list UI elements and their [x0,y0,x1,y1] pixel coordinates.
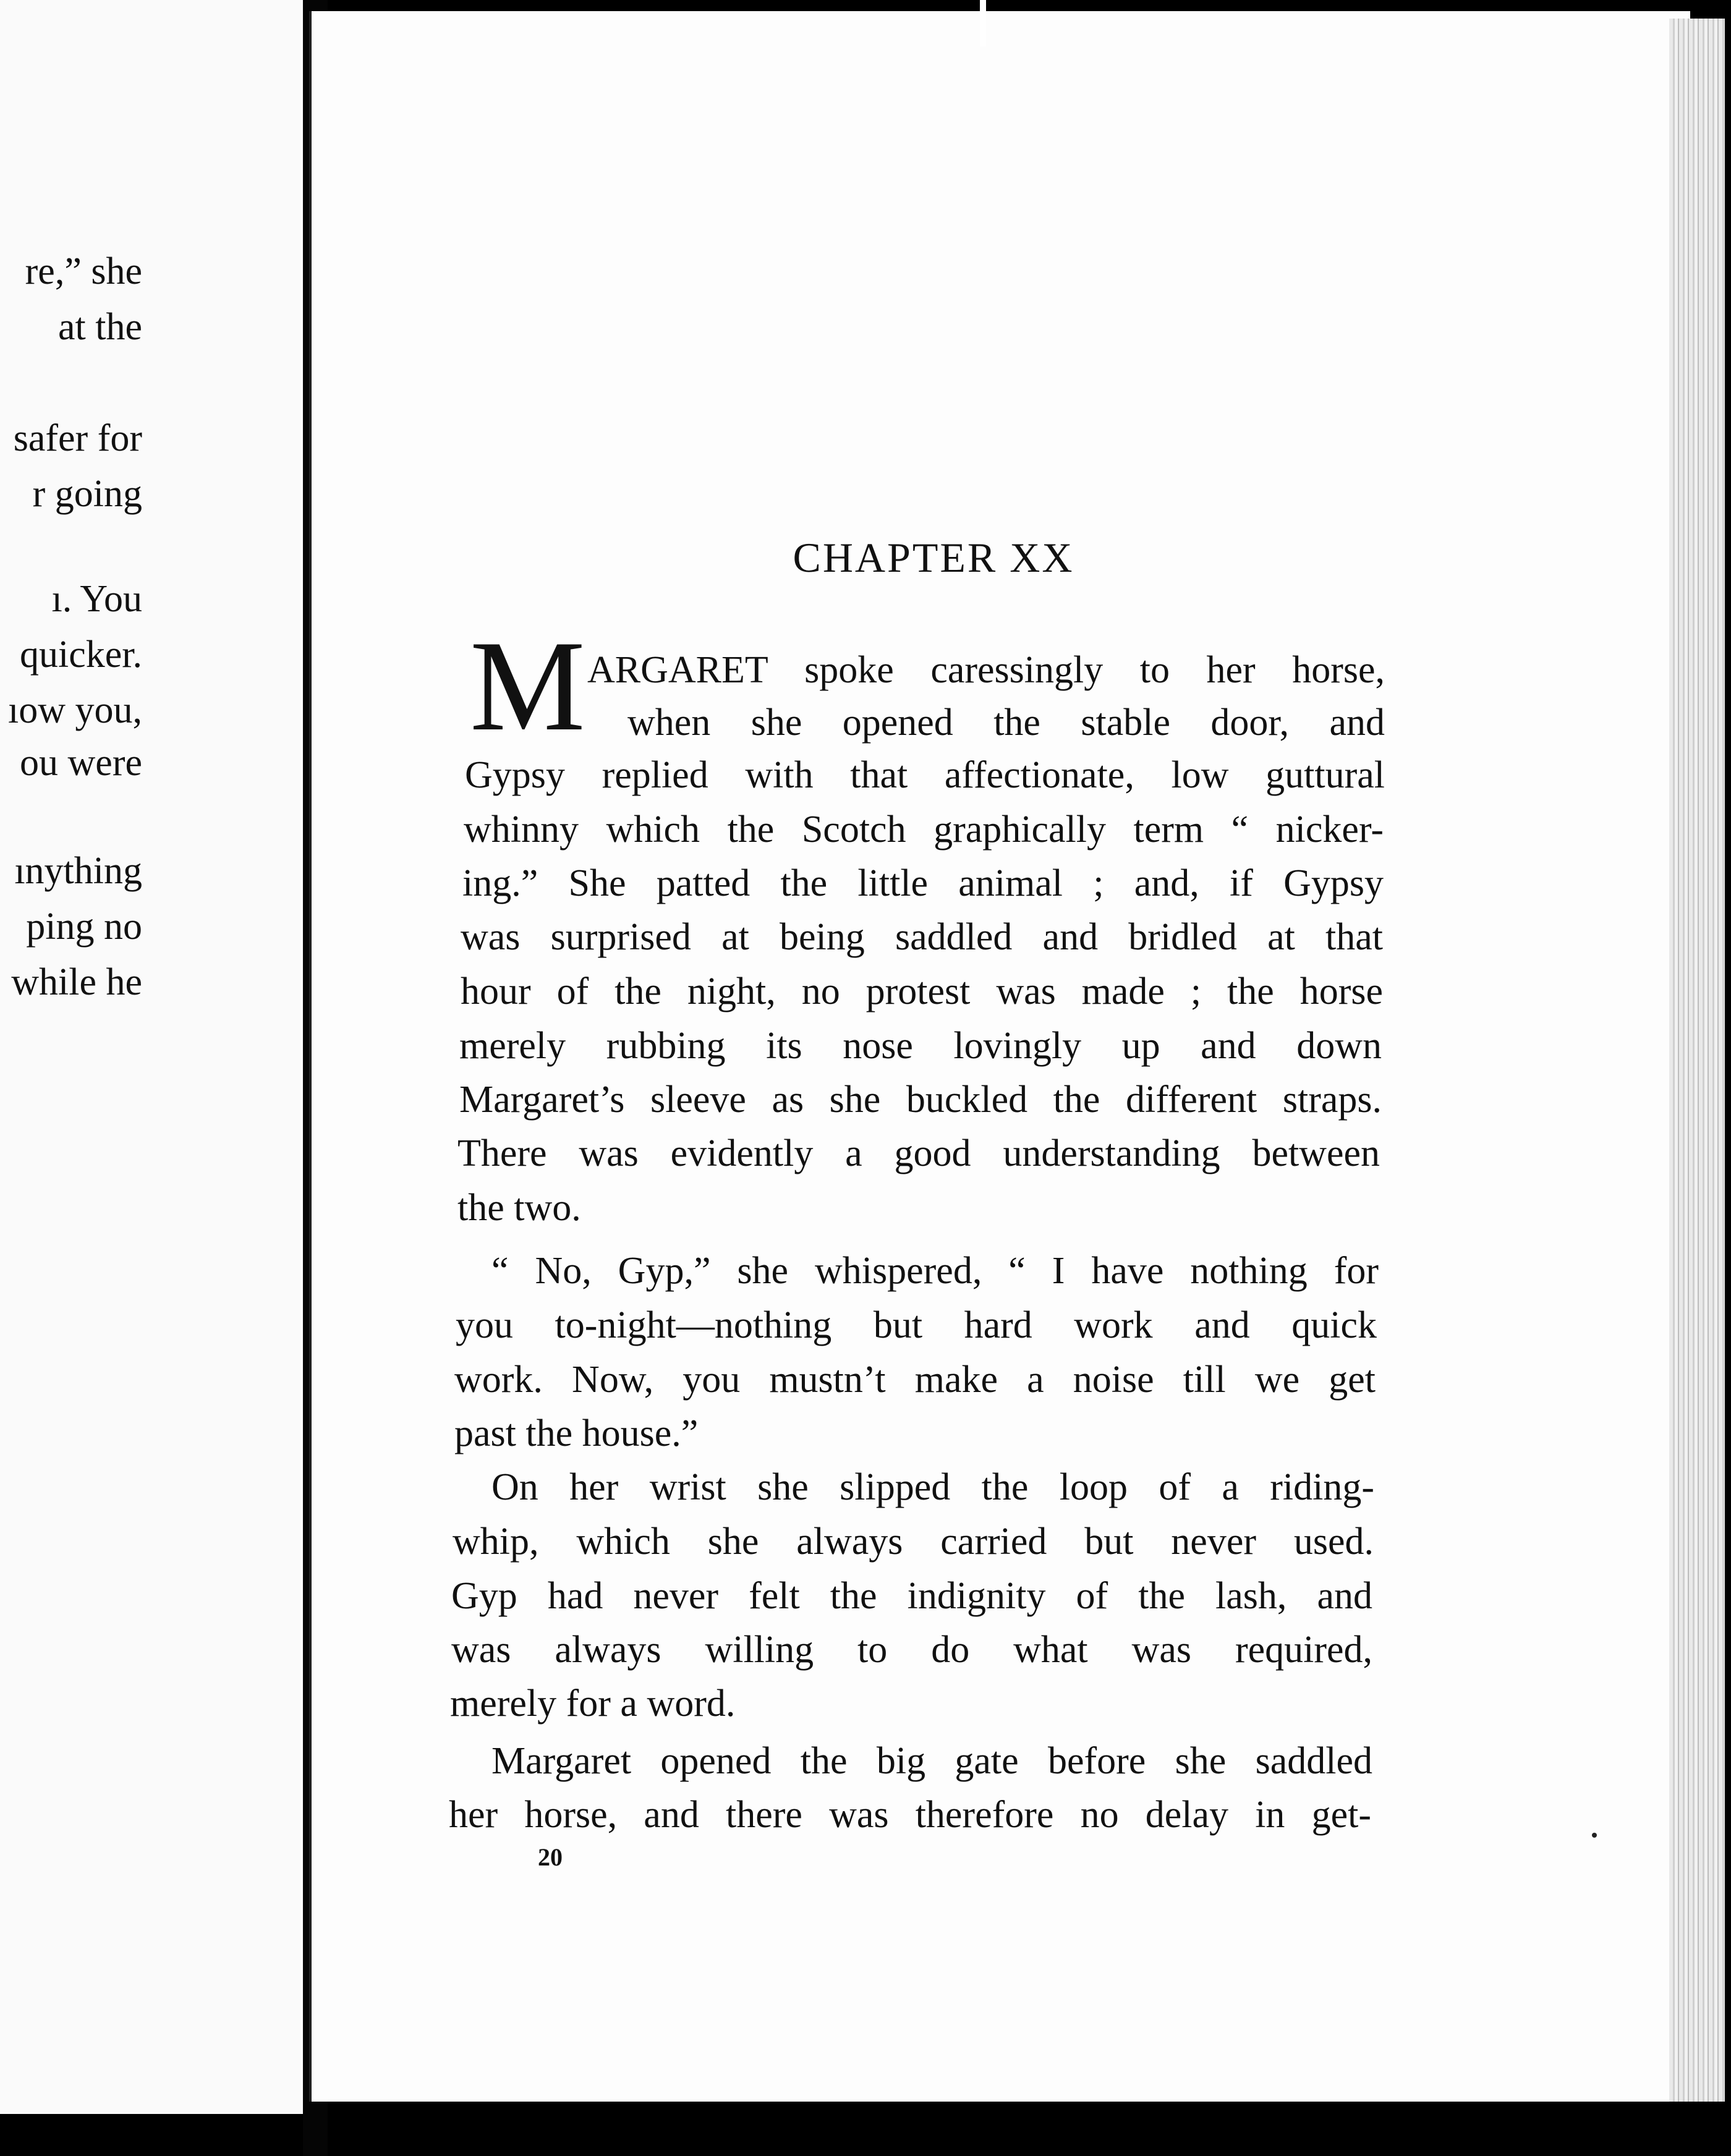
body-line: Gypsy replied with that affectionate, low guttural [465,754,1385,796]
page-edges [1669,19,1725,2102]
body-line: ARGARET spoke caressingly to her horse, [587,649,1385,691]
body-line: the two. [457,1187,581,1229]
body-line: merely rubbing its nose lovingly up and down [459,1025,1382,1067]
left-page-line: r going [32,473,142,515]
left-page-line: ping no [26,906,142,948]
page-number: 20 [538,1843,563,1871]
body-line: “ No, Gyp,” she whispered, “ I have nothing for [491,1250,1379,1292]
body-line: merely for a word. [450,1683,736,1725]
body-line: ing.” She patted the little animal ; and, if Gypsy [462,862,1384,904]
left-page-line: re,” she [25,250,142,292]
body-line: work. Now, you mustn’t make a noise till we get [454,1359,1376,1401]
body-line: whinny which the Scotch graphically term “ nicker- [464,808,1384,851]
chapter-title: CHAPTER XX [793,534,1074,581]
body-line: Margaret’s sleeve as she buckled the different straps. [459,1079,1382,1121]
left-page-line: safer for [13,417,142,459]
left-page-line: while he [11,961,142,1003]
body-line: Margaret opened the big gate before she saddled [491,1740,1372,1782]
body-line: hour of the night, no protest was made ; the horse [461,970,1383,1012]
body-line: was surprised at being saddled and bridled at that [461,916,1383,958]
ink-speck [1592,1833,1597,1838]
body-line: There was evidently a good understanding between [457,1132,1380,1174]
left-page-line: ⁠⁠ at the [48,306,142,348]
body-line: On her wrist she slipped the loop of a riding- [491,1466,1374,1508]
body-line: whip, which she always carried but never used. [453,1521,1374,1563]
page-tab-mark [980,0,986,46]
left-page-line: ı. You [51,578,142,620]
drop-cap: M [470,614,585,758]
left-page-line: ou were [20,742,142,784]
left-page-line: ıow you, [8,689,142,731]
body-line: was always willing to do what was required, [451,1629,1372,1671]
left-page-line: quicker. [20,634,142,676]
left-page-line: ınything [14,850,142,892]
left-page [0,0,307,2114]
body-line: past the house.” [454,1412,699,1454]
body-line: when she opened the stable door, and [627,702,1385,744]
body-line: you to-night—nothing but hard work and quick [456,1304,1377,1346]
body-line: Gyp had never felt the indignity of the lash, and [451,1575,1372,1617]
body-line: her horse, and there was therefore no delay in get- [449,1794,1371,1836]
